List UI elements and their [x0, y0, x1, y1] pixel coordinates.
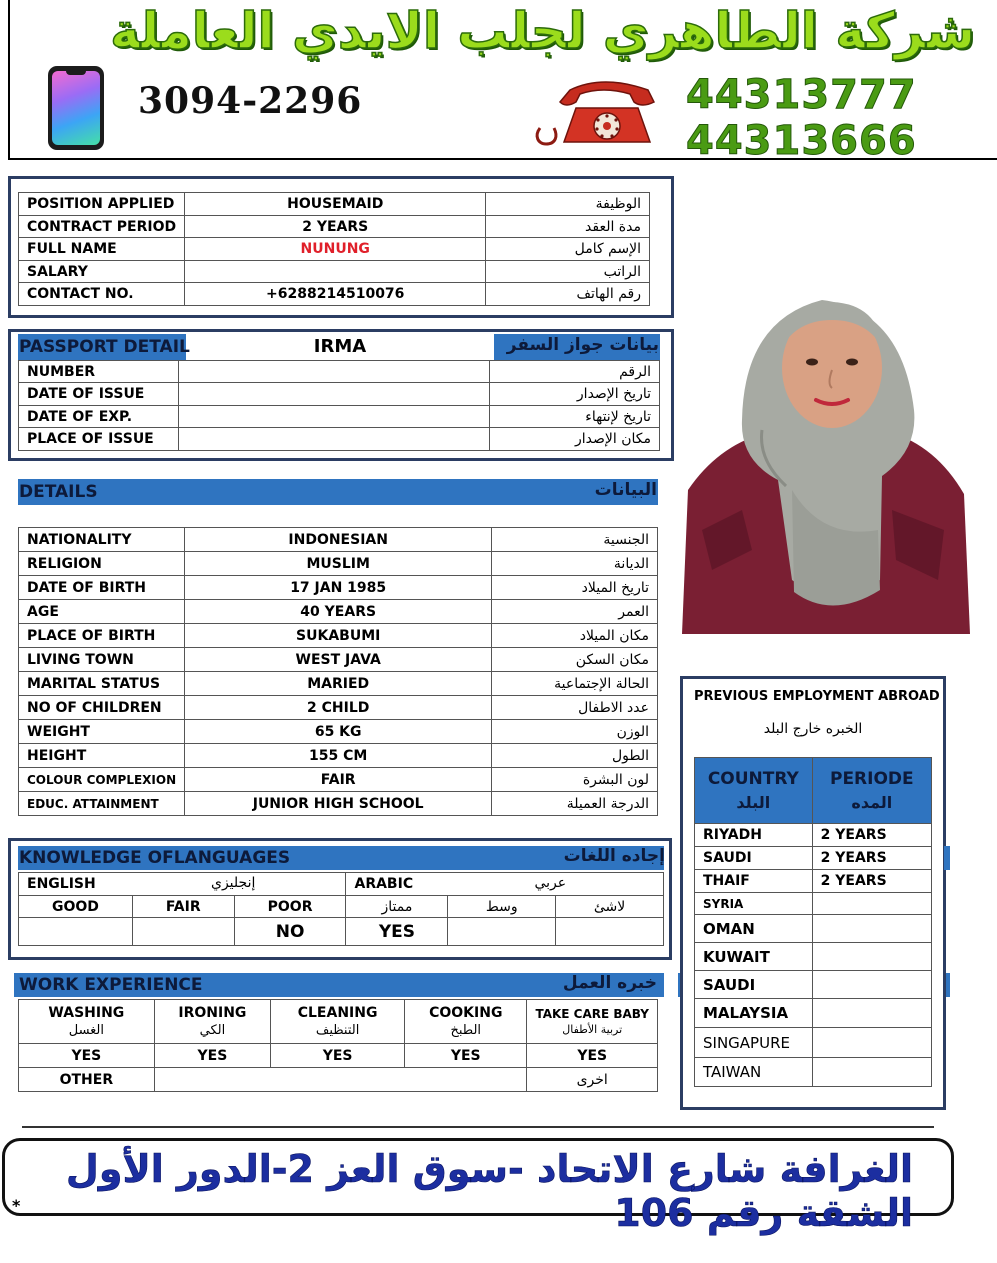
passport-row	[19, 406, 660, 428]
english-label-ar: إنجليزي	[211, 875, 256, 891]
field-label-ar: الديانة	[492, 552, 658, 576]
details-row	[19, 672, 658, 696]
level-label: POOR	[234, 896, 346, 918]
details-row	[19, 696, 658, 720]
field-value: INDONESIAN	[185, 528, 492, 552]
field-label: DATE OF EXP.	[19, 406, 179, 428]
level-value	[19, 918, 133, 946]
skill-cell	[19, 1000, 155, 1044]
country-cell: THAIF	[695, 870, 813, 893]
level-label: FAIR	[132, 896, 234, 918]
telephone-icon	[530, 78, 676, 150]
field-label-ar: مدة العقد	[486, 216, 650, 238]
arabic-label-ar: عربي	[534, 875, 567, 891]
field-label: RELIGION	[19, 552, 185, 576]
period-cell	[812, 915, 931, 943]
details-row	[19, 600, 658, 624]
field-value	[185, 261, 486, 283]
period-cell	[812, 999, 931, 1028]
country-cell: SYRIA	[695, 893, 813, 915]
details-row	[19, 624, 658, 648]
field-value: 2 CHILD	[185, 696, 492, 720]
field-value	[178, 361, 489, 383]
details-row	[19, 792, 658, 816]
other-label-ar: اخرى	[527, 1068, 658, 1092]
arabic-label: ARABIC	[354, 876, 414, 892]
field-label: LIVING TOWN	[19, 648, 185, 672]
passport-holder-name: IRMA	[313, 336, 367, 357]
field-label: POSITION APPLIED	[19, 193, 185, 216]
right-accent-bar	[944, 846, 950, 870]
skill-values-row	[19, 1044, 658, 1068]
employment-row	[695, 971, 932, 999]
field-label: MARITAL STATUS	[19, 672, 185, 696]
skill-label: COOKING	[429, 1004, 503, 1021]
details-row	[19, 768, 658, 792]
field-label: CONTACT NO.	[19, 283, 185, 306]
field-label-ar: تاريخ الميلاد	[492, 576, 658, 600]
passport-row	[19, 428, 660, 451]
application-info-table	[18, 192, 650, 306]
info-row	[19, 238, 650, 261]
company-header	[8, 0, 997, 164]
languages-heading-ar: إجاده اللغات	[563, 846, 665, 866]
period-cell	[812, 893, 931, 915]
period-cell	[812, 1058, 931, 1087]
field-label-ar: لون البشرة	[492, 768, 658, 792]
field-label: FULL NAME	[19, 238, 185, 261]
passport-detail-heading: PASSPORT DETAIL	[19, 337, 190, 357]
other-label: OTHER	[19, 1068, 155, 1092]
details-row	[19, 552, 658, 576]
field-label: NO OF CHILDREN	[19, 696, 185, 720]
country-cell: TAIWAN	[695, 1058, 813, 1087]
period-cell: 2 YEARS	[812, 870, 931, 893]
employment-header-row	[695, 758, 932, 824]
landline-number[interactable]: 44313666	[686, 118, 917, 164]
skill-label-ar: تربية الأطفال	[562, 1022, 623, 1036]
skill-label-ar: التنظيف	[315, 1022, 360, 1038]
field-label: PLACE OF ISSUE	[19, 428, 179, 451]
info-row	[19, 261, 650, 283]
country-cell: MALAYSIA	[695, 999, 813, 1028]
field-label: WEIGHT	[19, 720, 185, 744]
field-value: 17 JAN 1985	[185, 576, 492, 600]
period-header-label-ar: المده	[851, 792, 893, 812]
footer-divider	[22, 1126, 934, 1128]
mobile-phone-icon	[48, 66, 104, 150]
field-label: NATIONALITY	[19, 528, 185, 552]
skill-label: TAKE CARE BABY	[535, 1006, 649, 1021]
details-table	[18, 527, 658, 816]
field-label: EDUC. ATTAINMENT	[19, 792, 185, 816]
field-value	[178, 383, 489, 406]
candidate-photo	[682, 280, 970, 634]
field-label-ar: مكان السكن	[492, 648, 658, 672]
language-names-row	[19, 873, 664, 896]
languages-heading: KNOWLEDGE OFLANGUAGES	[19, 848, 291, 868]
details-heading-ar: البيانات	[594, 480, 657, 500]
employment-row	[695, 999, 932, 1028]
skill-label: CLEANING	[297, 1004, 378, 1021]
previous-employment-table	[694, 757, 932, 1087]
contact-number-value: +6288214510076	[185, 283, 486, 306]
info-row	[19, 283, 650, 306]
field-label: CONTRACT PERIOD	[19, 216, 185, 238]
field-label-ar: رقم الهاتف	[486, 283, 650, 306]
field-label: DATE OF ISSUE	[19, 383, 179, 406]
field-value: 40 YEARS	[185, 600, 492, 624]
level-value	[556, 918, 664, 946]
skill-label-ar: الكي	[199, 1022, 226, 1038]
field-label-ar: الإسم كامل	[486, 238, 650, 261]
field-label-ar: مكان الإصدار	[490, 428, 660, 451]
address-box	[2, 1138, 954, 1235]
field-label-ar: تاريخ لإنتهاء	[490, 406, 660, 428]
arabic-cell	[346, 873, 664, 896]
passport-row	[19, 383, 660, 406]
field-label-ar: الراتب	[486, 261, 650, 283]
employment-row	[695, 1028, 932, 1058]
work-experience-table	[18, 999, 658, 1092]
field-label: HEIGHT	[19, 744, 185, 768]
level-label: وسط	[448, 896, 556, 918]
country-cell: SAUDI	[695, 971, 813, 999]
field-label-ar: الجنسية	[492, 528, 658, 552]
country-cell: KUWAIT	[695, 943, 813, 971]
field-label-ar: الدرجة العميلة	[492, 792, 658, 816]
skill-label: WASHING	[48, 1004, 125, 1021]
level-value	[448, 918, 556, 946]
info-row	[19, 193, 650, 216]
skill-cell	[271, 1000, 405, 1044]
landline-number[interactable]: 44313777	[686, 72, 917, 118]
footnote-marker: *	[12, 1196, 21, 1215]
country-cell: OMAN	[695, 915, 813, 943]
field-label: NUMBER	[19, 361, 179, 383]
previous-employment-title-ar: الخبره خارج البلد	[763, 721, 863, 737]
field-value: FAIR	[185, 768, 492, 792]
field-label-ar: مكان الميلاد	[492, 624, 658, 648]
field-label: AGE	[19, 600, 185, 624]
company-name: شركة الطاهري لجلب الايدي العاملة	[110, 2, 975, 60]
previous-employment-title: PREVIOUS EMPLOYMENT ABROAD	[694, 689, 940, 704]
details-row	[19, 648, 658, 672]
details-header-bar	[18, 479, 658, 505]
country-cell: RIYADH	[695, 824, 813, 847]
work-experience-heading-ar: خبره العمل	[562, 973, 657, 993]
field-label-ar: الوزن	[492, 720, 658, 744]
field-label-ar: تاريخ الإصدار	[490, 383, 660, 406]
level-label: ممتاز	[346, 896, 448, 918]
employment-row	[695, 870, 932, 893]
english-cell	[19, 873, 346, 896]
period-cell	[812, 971, 931, 999]
field-label-ar: عدد الاطفال	[492, 696, 658, 720]
period-cell	[812, 943, 931, 971]
level-label: GOOD	[19, 896, 133, 918]
mobile-number[interactable]: 3094-2296	[138, 80, 363, 122]
country-cell: SAUDI	[695, 847, 813, 870]
skill-cell	[527, 1000, 658, 1044]
details-row	[19, 528, 658, 552]
field-label: SALARY	[19, 261, 185, 283]
other-value	[154, 1068, 527, 1092]
period-column-header	[812, 758, 931, 824]
field-label: COLOUR COMPLEXION	[19, 768, 185, 792]
work-header-gap	[664, 973, 678, 997]
skill-value: YES	[19, 1044, 155, 1068]
period-cell: 2 YEARS	[812, 824, 931, 847]
employment-row	[695, 893, 932, 915]
employment-row	[695, 1058, 932, 1087]
level-label: لاشئ	[556, 896, 664, 918]
field-value	[178, 406, 489, 428]
employment-row	[695, 943, 932, 971]
field-label-ar: الطول	[492, 744, 658, 768]
period-cell: 2 YEARS	[812, 847, 931, 870]
skill-value: YES	[405, 1044, 527, 1068]
skill-value: YES	[271, 1044, 405, 1068]
skill-cell	[154, 1000, 270, 1044]
field-value: MUSLIM	[185, 552, 492, 576]
other-row	[19, 1068, 658, 1092]
details-row	[19, 576, 658, 600]
field-value	[178, 428, 489, 451]
details-heading: DETAILS	[19, 482, 98, 502]
employment-row	[695, 847, 932, 870]
level-value: YES	[346, 918, 448, 946]
field-value: WEST JAVA	[185, 648, 492, 672]
language-levels-row	[19, 896, 664, 918]
skill-value: YES	[527, 1044, 658, 1068]
skill-cell	[405, 1000, 527, 1044]
passport-row	[19, 361, 660, 383]
languages-table	[18, 872, 664, 946]
english-label: ENGLISH	[27, 876, 96, 892]
work-experience-heading: WORK EXPERIENCE	[19, 975, 203, 995]
full-name-value: NUNUNG	[185, 238, 486, 261]
field-label-ar: العمر	[492, 600, 658, 624]
details-row	[19, 720, 658, 744]
skill-value: YES	[154, 1044, 270, 1068]
field-value: 155 CM	[185, 744, 492, 768]
passport-detail-heading-ar: بيانات جواز السفر	[506, 335, 659, 355]
field-value: JUNIOR HIGH SCHOOL	[185, 792, 492, 816]
details-row	[19, 744, 658, 768]
skill-label-ar: الطبخ	[450, 1022, 482, 1038]
field-value: 65 KG	[185, 720, 492, 744]
field-label-ar: الحالة الإجتماعية	[492, 672, 658, 696]
field-label-ar: الرقم	[490, 361, 660, 383]
office-address: الغرافة شارع الاتحاد -سوق العز 2-الدور الأول الشقة رقم 106	[65, 1147, 913, 1235]
level-value: NO	[234, 918, 346, 946]
field-value: SUKABUMI	[185, 624, 492, 648]
field-label: DATE OF BIRTH	[19, 576, 185, 600]
skill-label-ar: الغسل	[68, 1022, 105, 1038]
language-values-row	[19, 918, 664, 946]
field-value: HOUSEMAID	[185, 193, 486, 216]
period-header-label: PERIODE	[829, 768, 914, 789]
field-label: PLACE OF BIRTH	[19, 624, 185, 648]
field-value: 2 YEARS	[185, 216, 486, 238]
passport-table	[18, 360, 660, 451]
employment-row	[695, 915, 932, 943]
field-label-ar: الوظيفة	[486, 193, 650, 216]
skills-row	[19, 1000, 658, 1044]
skill-label: IRONING	[178, 1004, 247, 1021]
info-row	[19, 216, 650, 238]
period-cell	[812, 1028, 931, 1058]
level-value	[132, 918, 234, 946]
country-header-label: COUNTRY	[707, 768, 799, 789]
employment-row	[695, 824, 932, 847]
field-value: MARIED	[185, 672, 492, 696]
country-header-label-ar: البلد	[736, 792, 771, 812]
country-cell: SINGAPURE	[695, 1028, 813, 1058]
country-column-header	[695, 758, 813, 824]
